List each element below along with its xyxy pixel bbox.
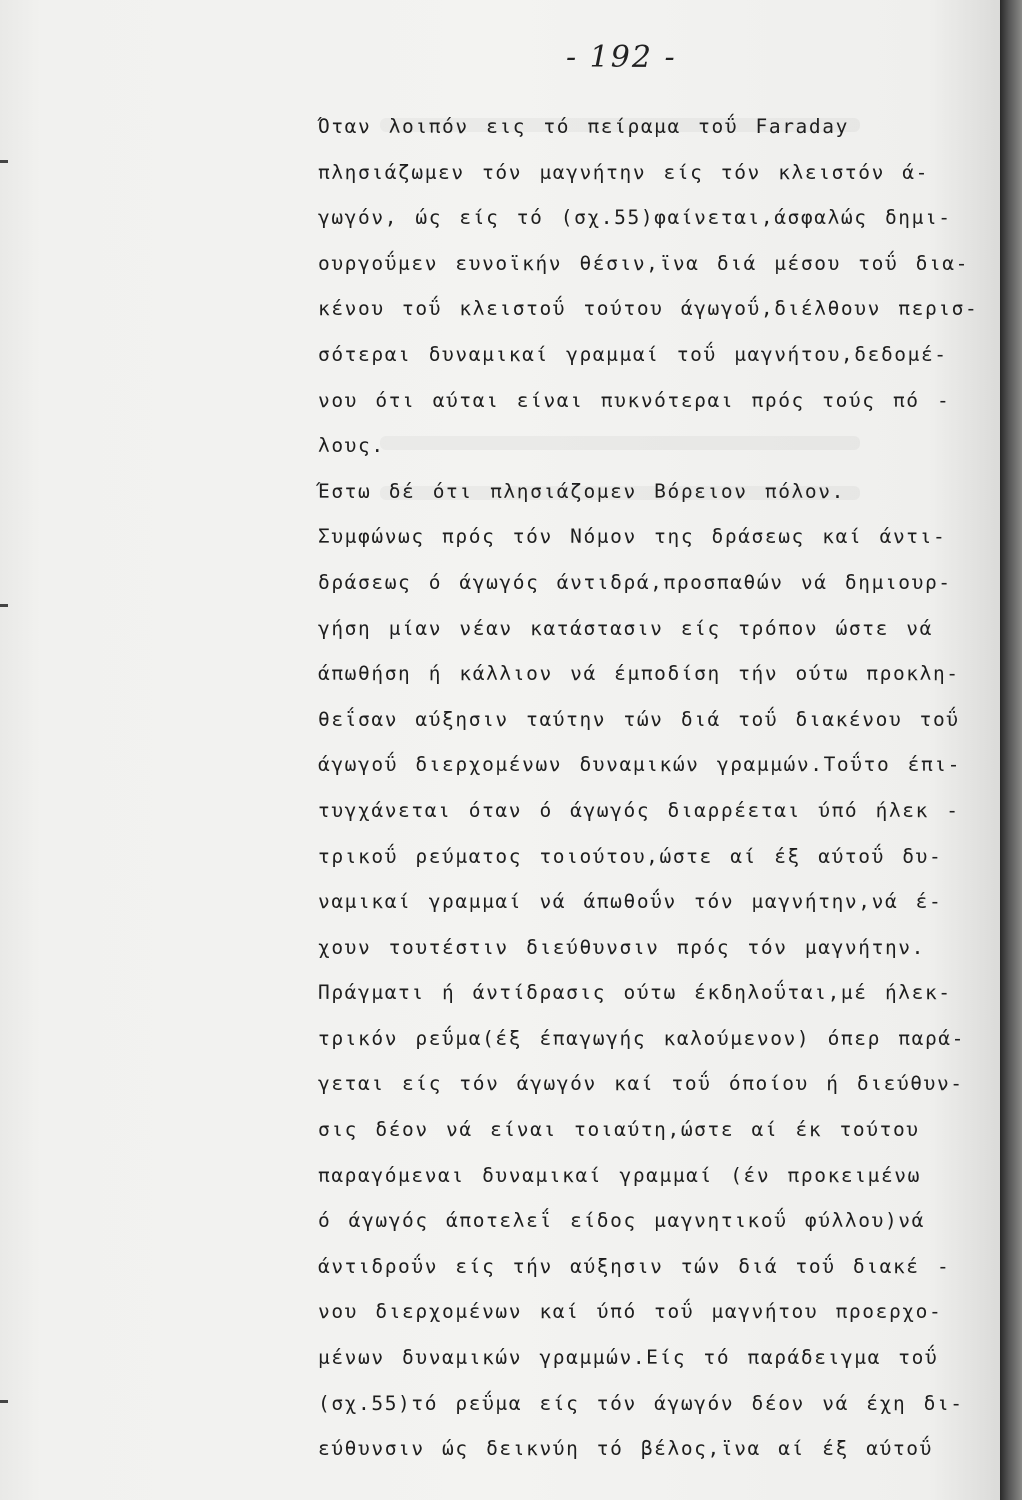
text-line: Συμφώνως πρός τόν Νόμον της δράσεως καί άντι- xyxy=(318,525,947,549)
text-line: Έστω δέ ότι πλησιάζομεν Βόρειον πόλον. xyxy=(318,479,845,503)
text-line: άντιδροΰν είς τήν αύξησιν τών διά τοΰ διακέ - xyxy=(318,1254,951,1278)
text-line: τρικοΰ ρεύματος τοιούτου,ώστε αί έξ αύτοΰ δυ- xyxy=(318,844,943,868)
text-line: πλησιάζωμεν τόν μαγνήτην είς τόν κλειστόν ά- xyxy=(318,160,929,184)
text-line: δράσεως ό άγωγός άντιδρά,προσπαθών νά δημιουρ- xyxy=(318,570,952,594)
binding-mark xyxy=(0,160,8,163)
text-line: μένων δυναμικών γραμμών.Είς τό παράδειγμα τοΰ xyxy=(318,1346,939,1370)
text-line: ό άγωγός άποτελεΐ είδος μαγνητικοΰ φύλλου)νά xyxy=(318,1209,925,1233)
text-line: Πράγματι ή άντίδρασις ούτω έκδηλοΰται,μέ ήλεκ- xyxy=(318,981,952,1005)
text-line: Όταν λοιπόν εις τό πείραμα τοΰ Faraday xyxy=(318,115,849,138)
binding-mark xyxy=(0,1400,8,1403)
text-line: σότεραι δυναμικαί γραμμαί τοΰ μαγνήτου,δεδομέ- xyxy=(318,342,948,366)
text-line: τυγχάνεται όταν ό άγωγός διαρρέεται ύπό ήλεκ - xyxy=(318,798,960,822)
text-line: θεΐσαν αύξησιν ταύτην τών διά τοΰ διακένου τοΰ xyxy=(318,707,960,731)
text-line: παραγόμεναι δυναμικαί γραμμαί (έν προκειμένω xyxy=(318,1163,921,1187)
text-line: νου ότι αύται είναι πυκνότεραι πρός τούς πό - xyxy=(318,388,951,412)
text-line: γήση μίαν νέαν κατάστασιν είς τρόπον ώστε νά xyxy=(318,616,933,640)
text-line: γωγόν, ώς είς τό (σχ.55)φαίνεται,άσφαλώς δημι- xyxy=(318,206,952,230)
text-line: σις δέον νά είναι τοιαύτη,ώστε αί έκ τούτου xyxy=(318,1118,920,1142)
text-line: νου διερχομένων καί ύπό τοΰ μαγνήτου προερχο- xyxy=(318,1300,943,1324)
text-line: τρικόν ρεΰμα(έξ έπαγωγής καλούμενον) όπερ παρά- xyxy=(318,1026,965,1050)
text-line: εύθυνσιν ώς δεικνύη τό βέλος,ϊνα αί έξ αύτοΰ xyxy=(318,1437,933,1461)
text-line: κένου τοΰ κλειστοΰ τούτου άγωγοΰ,διέλθουν περισ- xyxy=(318,297,979,321)
text-line: άπωθήση ή κάλλιον νά έμποδίση τήν ούτω προκλη- xyxy=(318,662,960,686)
text-line: ναμικαί γραμμαί νά άπωθοΰν τόν μαγνήτην,νά έ- xyxy=(318,890,943,914)
text-line: ουργοΰμεν ευνοϊκήν θέσιν,ϊνα διά μέσου τοΰ δια- xyxy=(318,251,969,275)
page-edge-shadow xyxy=(1000,0,1022,1500)
text-line: χουν τουτέστιν διεύθυνσιν πρός τόν μαγνήτην. xyxy=(318,935,925,959)
text-line: λους. xyxy=(318,434,385,458)
typed-text-body xyxy=(318,104,979,1472)
page-number: - 192 - xyxy=(566,40,677,75)
text-line: γεται είς τόν άγωγόν καί τοΰ όποίου ή διεύθυν- xyxy=(318,1072,964,1096)
text-line: (σχ.55)τό ρεΰμα είς τόν άγωγόν δέον νά έχη δι- xyxy=(318,1391,964,1415)
binding-mark xyxy=(0,604,8,607)
text-line: άγωγοΰ διερχομένων δυναμικών γραμμών.Τοΰτο έπι- xyxy=(318,753,961,777)
